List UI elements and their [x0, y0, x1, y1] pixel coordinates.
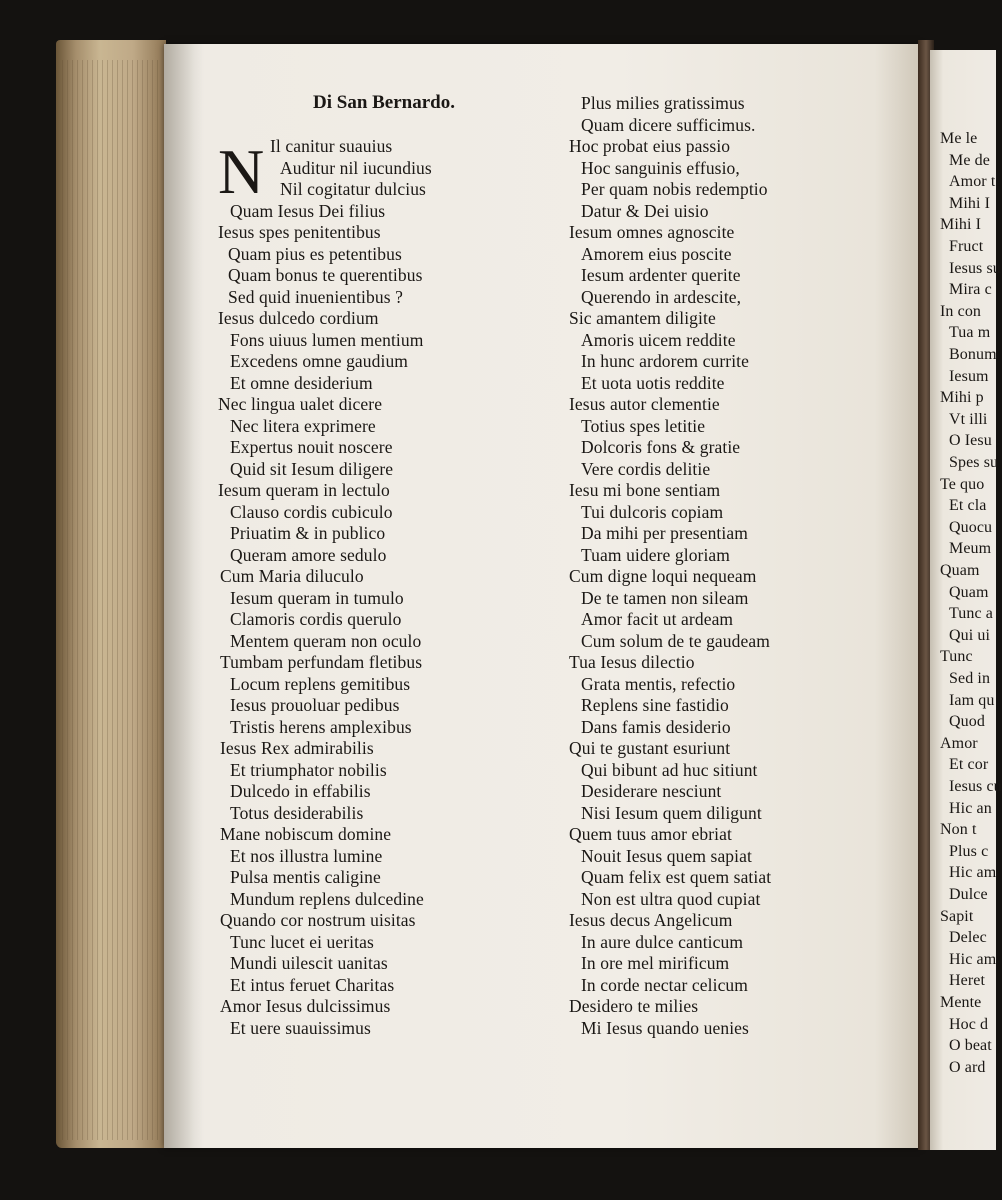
facing-page-line: Mihi p — [940, 389, 984, 407]
verse-line: Mane nobiscum domine — [220, 824, 392, 844]
verse-line: Excedens omne gaudium — [230, 351, 409, 371]
facing-page-line: Quam — [940, 562, 980, 579]
facing-page-line: Non t — [940, 821, 977, 839]
facing-page-line: Et cla — [949, 497, 987, 515]
verse-line: Amor Iesus dulcissimus — [220, 996, 391, 1016]
facing-page-line: Mira c — [949, 281, 992, 299]
verse-line: Pulsa mentis caligine — [230, 867, 381, 887]
verse-line: Replens sine fastidio — [581, 695, 729, 715]
facing-page — [930, 50, 1002, 1150]
verse-line: Nisi Iesum quem diligunt — [581, 802, 762, 823]
verse-line: Tua Iesus dilectio — [569, 652, 695, 672]
facing-page-line: Heret — [949, 972, 986, 990]
verse-line: Vere cordis delitie — [581, 458, 711, 479]
facing-page-line: O Iesu — [949, 432, 992, 450]
verse-line: Iesus dulcedo cordium — [218, 308, 379, 328]
verse-line: Cum Maria diluculo — [220, 566, 364, 586]
facing-page-line: Quocu — [949, 518, 993, 536]
facing-page-line: O ard — [949, 1058, 986, 1076]
verse-line: In corde nectar celicum — [581, 974, 748, 995]
facing-page-line: Hic an — [949, 799, 992, 817]
verse-line: Dolcoris fons & gratie — [581, 437, 741, 457]
verse-line: Et omne desiderium — [230, 372, 373, 393]
facing-page-line: Me le — [940, 130, 978, 147]
verse-line: Queram amore sedulo — [230, 544, 387, 565]
facing-page-line: Mente — [940, 994, 982, 1011]
verse-line: Nec lingua ualet dicere — [218, 394, 383, 414]
verse-line: Quem tuus amor ebriat — [569, 824, 732, 844]
verse-line: Priuatim & in publico — [230, 523, 386, 543]
facing-page-line: Qui ui — [949, 626, 991, 644]
drop-cap: N — [218, 136, 265, 207]
verse-line: Amoris uicem reddite — [581, 329, 736, 350]
facing-page-line: In con — [940, 302, 982, 320]
verse-line: Tui dulcoris copiam — [581, 501, 724, 522]
facing-page-line: Amor t — [949, 173, 996, 191]
verse-line: Iesum queram in lectulo — [218, 480, 390, 500]
verse-line: Nil cogitatur dulcius — [280, 179, 426, 199]
verse-line: Iesus spes penitentibus — [218, 222, 381, 242]
verse-line: Amorem eius poscite — [581, 243, 732, 264]
verse-line: Iesum ardenter querite — [581, 265, 741, 285]
verse-line: Et intus feruet Charitas — [230, 974, 395, 995]
verse-line: Quam pius es petentibus — [228, 243, 402, 264]
running-header: Di San Bernardo. — [313, 92, 455, 113]
verse-line: Et uere suauissimus — [230, 1017, 371, 1038]
verse-line: Quam bonus te querentibus — [228, 265, 423, 285]
facing-page-line: Iam qu — [949, 691, 995, 709]
facing-page-line: O beat — [949, 1037, 992, 1055]
verse-line: Clamoris cordis querulo — [230, 609, 402, 629]
verse-line: Dans famis desiderio — [581, 716, 731, 737]
verse-line: In hunc ardorem currite — [581, 351, 749, 371]
verse-line: Iesum omnes agnoscite — [569, 222, 735, 242]
facing-page-line: Tunc a — [949, 605, 994, 623]
verse-line: Per quam nobis redemptio — [581, 179, 768, 199]
facing-page-line: Sed in — [949, 670, 991, 687]
verse-line: Nouit Iesus quem sapiat — [581, 845, 752, 866]
verse-line: Auditur nil iucundius — [280, 157, 432, 178]
verse-line: Quam dicere sufficimus. — [581, 114, 756, 135]
facing-page-line: Iesum — [949, 367, 989, 385]
verse-line: Qui bibunt ad huc sitiunt — [581, 759, 758, 780]
verse-line: Totus desiderabilis — [230, 802, 364, 823]
verse-line: Mundum replens dulcedine — [230, 888, 424, 909]
page-edges — [62, 60, 158, 1140]
verse-line: In ore mel mirificum — [581, 953, 730, 973]
verse-line: Iesus decus Angelicum — [569, 910, 733, 930]
verse-line: Hoc sanguinis effusio, — [581, 157, 740, 178]
verse-line: Sed quid inuenientibus ? — [228, 286, 403, 307]
verse-line: De te tamen non sileam — [581, 587, 749, 608]
facing-page-line: Sapit — [940, 907, 974, 925]
verse-line: In aure dulce canticum — [581, 931, 744, 952]
verse-line: Da mihi per presentiam — [581, 523, 748, 543]
facing-page-line: Fruct — [949, 238, 984, 255]
verse-line: Dulcedo in effabilis — [230, 781, 371, 801]
facing-page-line: Me de — [949, 151, 990, 169]
verse-line: Clauso cordis cubiculo — [230, 501, 393, 522]
facing-page-line: Te quo — [940, 475, 985, 493]
facing-page-line: Iesus cu — [949, 778, 1002, 795]
verse-line: Cum solum de te gaudeam — [581, 630, 770, 651]
verse-line: Mi Iesus quando uenies — [581, 1017, 749, 1038]
verse-line: Plus milies gratissimus — [581, 93, 745, 113]
verse-line: Iesum queram in tumulo — [230, 587, 404, 608]
facing-page-line: Iesus su — [949, 259, 1001, 277]
verse-line: Quando cor nostrum uisitas — [220, 910, 416, 930]
verse-line: Et uota uotis reddite — [581, 372, 725, 393]
facing-page-line: Amor — [940, 734, 978, 752]
verse-line: Iesus prouoluar pedibus — [230, 695, 400, 715]
verse-line: Totius spes letitie — [581, 415, 706, 436]
verse-line: Quam felix est quem satiat — [581, 867, 772, 887]
verse-line: Desiderare nesciunt — [581, 781, 722, 801]
verse-line: Quam Iesus Dei filius — [230, 200, 386, 221]
facing-page-line: Tunc — [940, 648, 973, 666]
facing-page-line: Quam — [949, 583, 989, 601]
verse-line: Tumbam perfundam fletibus — [220, 652, 423, 672]
facing-page-line: Quod — [949, 713, 985, 731]
page-shadow — [164, 44, 204, 1148]
verse-line: Querendo in ardescite, — [581, 286, 742, 307]
verse-line: Tunc lucet ei ueritas — [230, 931, 374, 952]
facing-page-line: Hic am — [949, 950, 997, 968]
verse-line: Datur & Dei uisio — [581, 200, 709, 221]
verse-line: Et nos illustra lumine — [230, 845, 383, 866]
facing-page-line: Plus c — [949, 842, 989, 860]
facing-page-line: Dulce — [949, 886, 988, 903]
facing-page-line: Mihi I — [949, 194, 991, 212]
facing-page-line: Delec — [949, 929, 987, 947]
facing-page-line: Vt illi — [949, 410, 988, 428]
verse-line: Hoc probat eius passio — [569, 136, 731, 156]
verse-line: Amor facit ut ardeam — [581, 609, 734, 629]
verse-line: Et triumphator nobilis — [230, 759, 387, 780]
verse-line: Fons uiuus lumen mentium — [230, 329, 424, 350]
verse-line: Iesus autor clementie — [569, 394, 720, 414]
verse-line: Mundi uilescit uanitas — [230, 953, 388, 973]
verse-line: Nec litera exprimere — [230, 415, 376, 436]
verse-line: Iesus Rex admirabilis — [220, 738, 374, 758]
facing-page-line: Mihi I — [940, 216, 982, 234]
facing-page-line: Hic am — [949, 864, 997, 882]
verse-line: Il canitur suauius — [270, 136, 393, 156]
facing-page-line: Tua m — [949, 324, 991, 342]
verse-line: Expertus nouit noscere — [230, 437, 393, 457]
verse-line: Mentem queram non oculo — [230, 630, 422, 651]
verse-line: Cum digne loqui nequeam — [569, 566, 757, 586]
verse-line: Non est ultra quod cupiat — [581, 888, 761, 909]
verse-line: Qui te gustant esuriunt — [569, 738, 731, 758]
facing-page-line: Et cor — [949, 756, 989, 774]
verse-line: Tuam uidere gloriam — [581, 544, 731, 565]
facing-page-line: Hoc d — [949, 1015, 989, 1033]
verse-line: Locum replens gemitibus — [230, 673, 411, 694]
facing-page-line: Bonum — [949, 346, 997, 363]
verse-line: Iesu mi bone sentiam — [569, 480, 721, 500]
facing-page-line: Spes su — [949, 454, 999, 471]
verse-line: Desidero te milies — [569, 996, 699, 1016]
facing-page-line: Meum — [949, 540, 992, 558]
verse-line: Quid sit Iesum diligere — [230, 458, 394, 479]
verse-line: Grata mentis, refectio — [581, 673, 736, 694]
verse-line: Tristis herens amplexibus — [230, 716, 412, 737]
verse-line: Sic amantem diligite — [569, 308, 716, 328]
